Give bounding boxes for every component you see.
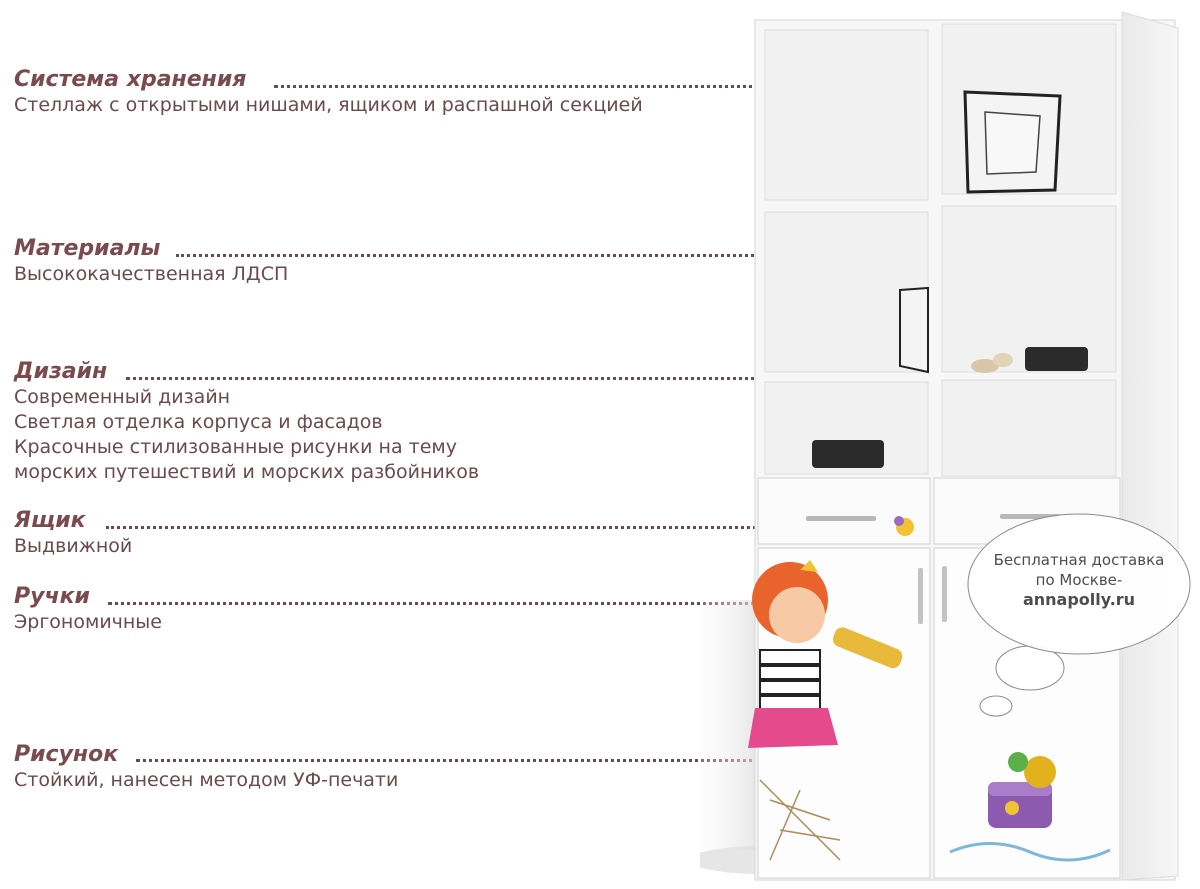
stone-decor bbox=[993, 353, 1013, 367]
feature-title: Ящик bbox=[14, 508, 86, 533]
feature-title: Рисунок bbox=[14, 742, 119, 767]
feature-description: Стойкий, нанесен методом УФ-печати bbox=[14, 769, 399, 791]
cabinet-side bbox=[1122, 12, 1178, 880]
feature-description: Современный дизайн Светлая отделка корпуса и фасадов Красочные стилизованные рисунки на тему морских путешествий и морских разбойников bbox=[14, 386, 480, 483]
feature-title: Система хранения bbox=[14, 67, 247, 92]
wall-shadow bbox=[700, 600, 760, 850]
cabinet-illustration bbox=[700, 0, 1200, 889]
thought-bubble-small bbox=[980, 696, 1012, 716]
feature-description: Эргономичные bbox=[14, 611, 163, 633]
delivery-text: по Москве- bbox=[1035, 571, 1123, 589]
black-box-decor bbox=[812, 440, 884, 468]
feature-title: Материалы bbox=[14, 236, 161, 261]
delivery-callout bbox=[968, 514, 1190, 654]
black-box-decor bbox=[1025, 347, 1088, 371]
leader-line-materials bbox=[176, 254, 790, 257]
feature-title: Дизайн bbox=[14, 359, 108, 384]
feature-description: Выдвижной bbox=[14, 535, 133, 557]
feature-storage bbox=[14, 67, 643, 118]
feature-drawer bbox=[14, 508, 132, 559]
feature-title: Ручки bbox=[14, 584, 90, 609]
door-handle bbox=[918, 568, 923, 624]
leader-line-print bbox=[136, 759, 766, 762]
feature-print bbox=[14, 742, 398, 793]
feature-description: Высококачественная ЛДСП bbox=[14, 263, 289, 285]
small-frame-decor bbox=[900, 288, 928, 372]
photo-frame-decor bbox=[965, 92, 1060, 192]
feature-handles bbox=[14, 584, 162, 635]
door-handle bbox=[942, 566, 947, 622]
feature-description: Стеллаж с открытыми нишами, ящиком и распашной секцией bbox=[14, 94, 643, 116]
feature-materials bbox=[14, 236, 288, 287]
delivery-site: annapolly.ru bbox=[1022, 590, 1136, 609]
drawer-handle bbox=[806, 516, 876, 521]
delivery-text: Бесплатная доставка bbox=[993, 551, 1165, 569]
